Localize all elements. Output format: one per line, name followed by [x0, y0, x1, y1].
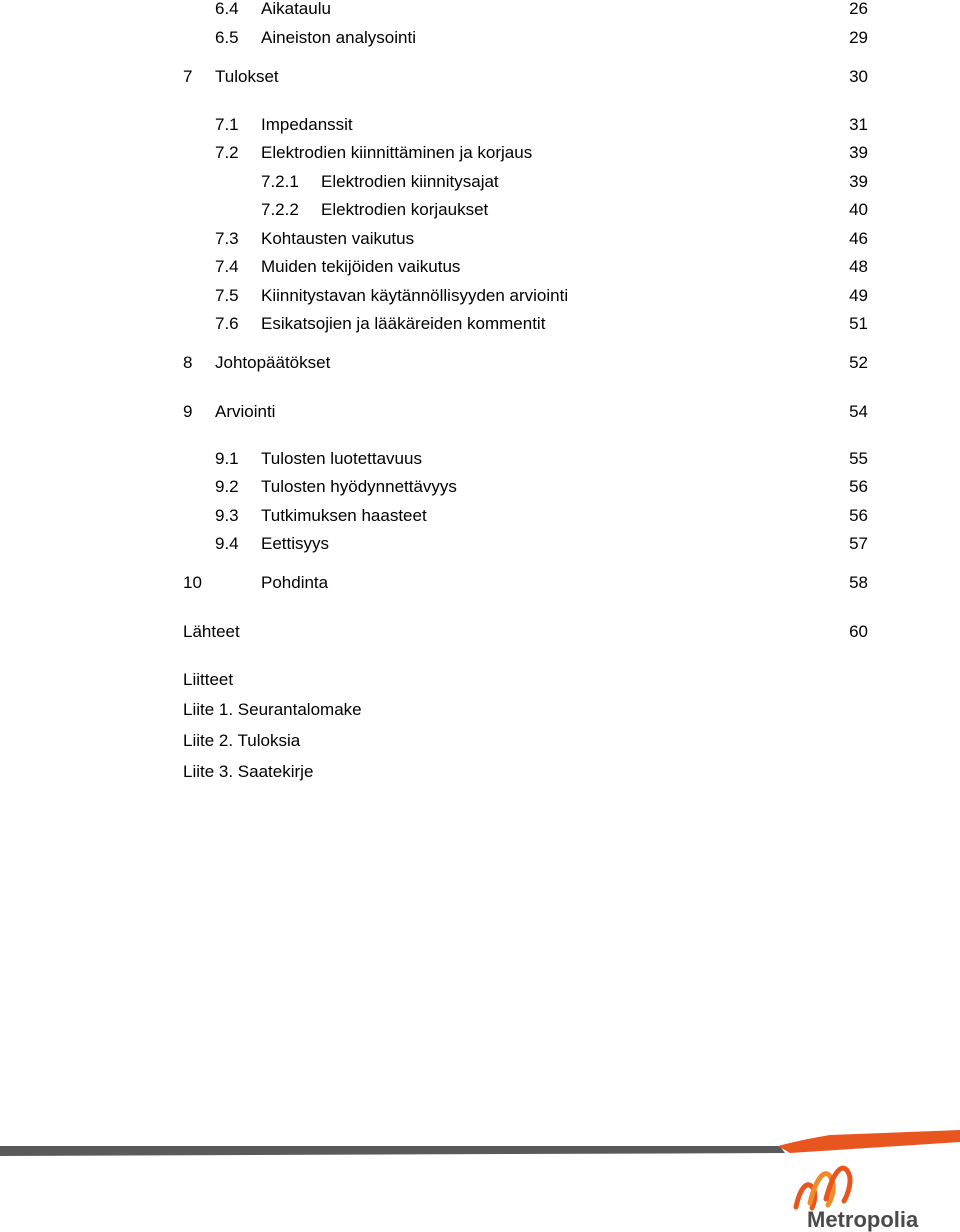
footer-orange-stripe: [778, 1130, 960, 1153]
toc-section-title: Johtopäätökset: [215, 353, 331, 372]
toc-section-number: 7.6: [215, 314, 239, 333]
toc-page-number: 56: [849, 477, 868, 496]
footer-gray-stripe: [0, 1146, 785, 1156]
toc-page-number: 39: [849, 172, 868, 191]
toc-page-number: 29: [849, 28, 868, 47]
toc-section-number: 6.5: [215, 28, 239, 47]
toc-section-number: 9.3: [215, 506, 239, 525]
toc-section-title: Elektrodien korjaukset: [321, 200, 489, 219]
toc-section-title: Kiinnitystavan käytännöllisyyden arviointi: [261, 286, 569, 305]
toc-section-number: 7.2: [215, 143, 239, 162]
metropolia-logo-mark-icon: [796, 1168, 850, 1208]
toc-section-title: Eettisyys: [261, 534, 330, 553]
appendix-item: Liite 1. Seurantalomake: [183, 700, 362, 719]
toc-section-number: 7.3: [215, 229, 239, 248]
toc-section-title: Pohdinta: [261, 573, 329, 592]
toc-section-number: 7.2.1: [261, 172, 299, 191]
toc-page-number: 39: [849, 143, 868, 162]
toc-page-number: 58: [849, 573, 868, 592]
toc-section-title: Impedanssit: [261, 115, 353, 134]
toc-section-number: 7.5: [215, 286, 239, 305]
metropolia-logo-text: Metropolia: [807, 1207, 919, 1232]
toc-section-number: 9.1: [215, 449, 239, 468]
toc-section-title: Elektrodien kiinnitysajat: [321, 172, 499, 191]
toc-page-number: 55: [849, 449, 868, 468]
toc-section-title: Kohtausten vaikutus: [261, 229, 415, 248]
toc-page-number: 26: [849, 0, 868, 18]
toc-page-number: 52: [849, 353, 868, 372]
toc-section-title: Tutkimuksen haasteet: [261, 506, 427, 525]
toc-section-title: Elektrodien kiinnittäminen ja korjaus: [261, 143, 533, 162]
toc-page-number: 51: [849, 314, 868, 333]
toc-section-title: Aineiston analysointi: [261, 28, 416, 47]
toc-page-number: 46: [849, 229, 868, 248]
toc-section-number: 7.1: [215, 115, 239, 134]
toc-section-title: Tulosten hyödynnettävyys: [261, 477, 457, 496]
toc-page-number: 30: [849, 67, 868, 86]
toc-page-number: 60: [849, 622, 868, 641]
toc-section-number: 10: [183, 573, 202, 592]
toc-section-number: 8: [183, 353, 193, 372]
toc-page-number: 57: [849, 534, 868, 553]
toc-section-number: 9.4: [215, 534, 239, 553]
toc-section-number: 9: [183, 402, 193, 421]
toc-page-number: 40: [849, 200, 868, 219]
toc-section-title: Tulokset: [215, 67, 279, 86]
toc-section-title: Arviointi: [215, 402, 276, 421]
toc-section-title: Aikataulu: [261, 0, 331, 18]
toc-page-number: 48: [849, 257, 868, 276]
toc-page-number: 31: [849, 115, 868, 134]
toc-section-title: Lähteet: [183, 622, 240, 641]
toc-section-title: Tulosten luotettavuus: [261, 449, 422, 468]
toc-page-number: 54: [849, 402, 868, 421]
toc-section-title: Muiden tekijöiden vaikutus: [261, 257, 461, 276]
toc-page-number: 56: [849, 506, 868, 525]
toc-section-title: Esikatsojien ja lääkäreiden kommentit: [261, 314, 546, 333]
toc-section-number: 7: [183, 67, 193, 86]
appendix-item: Liite 2. Tuloksia: [183, 731, 301, 750]
toc-section-number: 7.4: [215, 257, 239, 276]
toc-section-number: 6.4: [215, 0, 239, 18]
toc-section-number: 7.2.2: [261, 200, 299, 219]
appendix-heading: Liitteet: [183, 670, 234, 689]
toc-page-number: 49: [849, 286, 868, 305]
toc-section-number: 9.2: [215, 477, 239, 496]
appendix-item: Liite 3. Saatekirje: [183, 762, 314, 781]
